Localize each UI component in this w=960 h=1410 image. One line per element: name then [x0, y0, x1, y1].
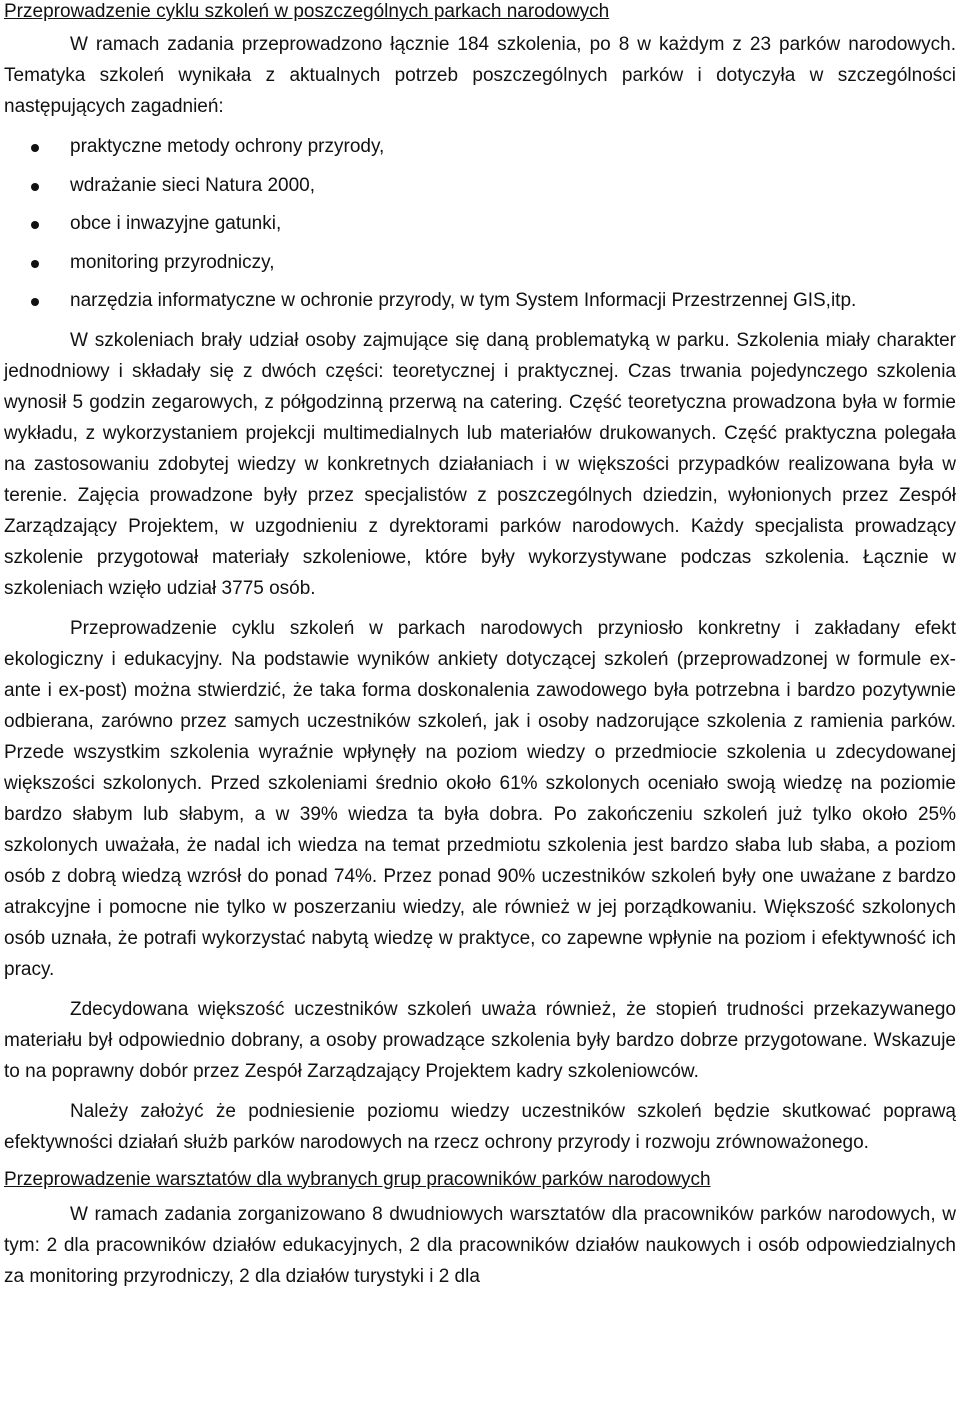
- bullet-icon: [31, 183, 39, 191]
- paragraph: Przeprowadzenie cyklu szkoleń w parkach narodowych przyniosło konkretny i zakładany efekt ekologiczny i edukacyjny. Na podstawie wyników ankiety dotyczącej szkoleń (przeprowadzonej w formule ex-ante i ex-post) można stwierdzić, że taka forma doskonalenia zawodowego była potrzebna i bardzo pozytywnie odbierana, zarówno przez samych uczestników szkoleń, jak i osoby nadzorujące szkolenia z ramienia parków. Przede wszystkim szkolenia wyraźnie wpłynęły na poziom wiedzy o przedmiocie szkolenia u zdecydowanej większości szkolonych. Przed szkoleniami średnio około 61% szkolonych oceniało swoją wiedzę na poziomie bardzo słabym lub słabym, a w 39% wiedza ta była dobra. Po zakończeniu szkoleń już tylko około 25% szkolonych uważała, że nadal ich wiedza na temat przedmiotu szkolenia jest bardzo słaba lub słaba, a poziom osób z dobrą wiedzą wzrósł do ponad 74%. Przez ponad 90% uczestników szkoleń były one uważane z bardzo atrakcyjne i pomocne nie tylko w poszerzaniu wiedzy, ale również w jej porządkowaniu. Większość szkolonych osób uznała, że potrafi wykorzystać nabytą wiedzę w praktyce, co zapewne wpłynie na poziom i efektywność ich pracy.: [4, 617, 956, 980]
- section-heading: Przeprowadzenie warsztatów dla wybranych grup pracowników parków narodowych: [4, 1168, 711, 1190]
- list-item-text: praktyczne metody ochrony przyrody,: [70, 136, 385, 157]
- list-item: [4, 167, 956, 206]
- paragraph: W szkoleniach brały udział osoby zajmujące się daną problematyką w parku. Szkolenia miały charakter jednodniowy i składały się z dwóch części: teoretycznej i praktycznej. Czas trwania pojedynczego szkolenia wynosił 5 godzin zegarowych, z półgodzinną przerwą na catering. Część teoretyczna prowadzona była w formie wykładu, z wykorzystaniem projekcji multimedialnych lub materiałów drukowanych. Część praktyczna polegała na zastosowaniu zdobytej wiedzy w konkretnych działaniach i w większości przypadków realizowana była w terenie. Zajęcia prowadzone były przez specjalistów z poszczególnych dziedzin, wyłonionych przez Zespół Zarządzający Projektem, w uzgodnieniu z dyrektorami parków narodowych. Każdy specjalista prowadzący szkolenie przygotował materiały szkoleniowe, które były wykorzystywane podczas szkolenia. Łącznie w szkoleniach wzięło udział 3775 osób.: [4, 329, 956, 599]
- list-item: [4, 128, 956, 167]
- bullet-icon: [31, 260, 39, 268]
- list-item-text: monitoring przyrodniczy,: [70, 251, 275, 273]
- list-item-text: narzędzia informatyczne w ochronie przyrody, w tym System Informacji Przestrzennej GIS,itp.: [70, 290, 857, 311]
- bullet-icon: [31, 221, 39, 229]
- paragraph: W ramach zadania zorganizowano 8 dwudniowych warsztatów dla pracowników parków narodowych, w tym: 2 dla pracowników działów edukacyjnych, 2 dla pracowników działów naukowych i osób odpowiedzialnych za monitoring przyrodniczy, 2 dla działów turystyki i 2 dla: [4, 1203, 956, 1287]
- section-heading: Przeprowadzenie cyklu szkoleń w poszczególnych parkach narodowych: [4, 1, 610, 22]
- list-item-text: wdrażanie sieci Natura 2000,: [70, 174, 316, 196]
- paragraph: Zdecydowana większość uczestników szkoleń uważa również, że stopień trudności przekazywanego materiału był odpowiednio dobrany, a osoby prowadzące szkolenia były bardzo dobrze przygotowane. Wskazuje to na poprawny dobór przez Zespół Zarządzający Projektem kadry szkoleniowców.: [4, 998, 956, 1082]
- list-item-text: obce i inwazyjne gatunki,: [70, 213, 282, 234]
- list-item: [4, 244, 956, 283]
- bullet-icon: [31, 298, 39, 306]
- paragraph: Należy założyć że podniesienie poziomu wiedzy uczestników szkoleń będzie skutkować poprawą efektywności działań służb parków narodowych na rzecz ochrony przyrody i rozwoju zrównoważonego.: [4, 1100, 956, 1153]
- paragraph: W ramach zadania przeprowadzono łącznie 184 szkolenia, po 8 w każdym z 23 parków narodowych. Tematyka szkoleń wynikała z aktualnych potrzeb poszczególnych parków i dotyczyła w szczególności następujących zagadnień:: [4, 34, 956, 117]
- list-item: [4, 205, 956, 244]
- topic-list: [4, 128, 956, 321]
- list-item: [4, 282, 956, 321]
- bullet-icon: [31, 144, 39, 152]
